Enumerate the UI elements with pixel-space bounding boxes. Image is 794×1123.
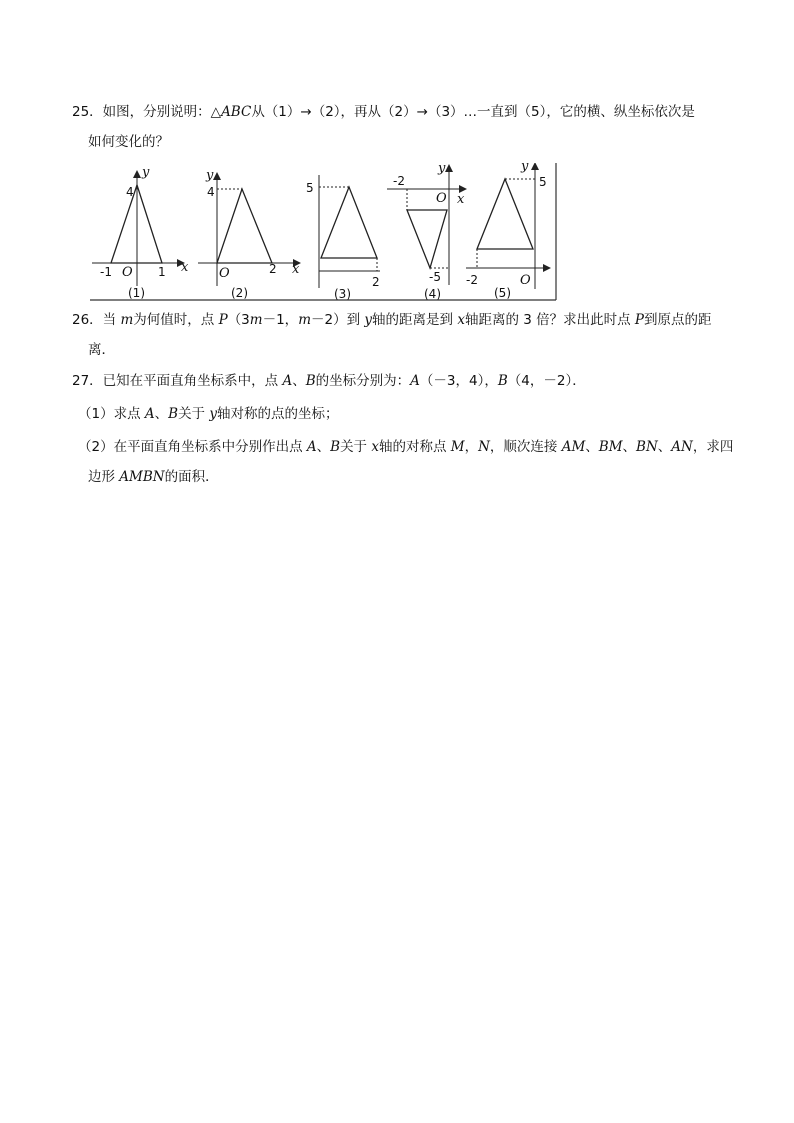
y-axis-label: y bbox=[521, 163, 529, 174]
origin-label: O bbox=[219, 266, 230, 281]
var-p: P bbox=[218, 312, 228, 328]
caption-2: (2) bbox=[231, 286, 248, 300]
var-a: A bbox=[144, 406, 155, 422]
var-x: x bbox=[371, 439, 379, 455]
q27-text: 关于 bbox=[178, 406, 210, 422]
segment-an: AN bbox=[671, 439, 693, 455]
q26-text: 轴距离的 3 倍？求出此时点 bbox=[464, 312, 635, 328]
x-tick: -2 bbox=[393, 174, 405, 188]
q26-text: －2）到 bbox=[311, 312, 365, 328]
origin-label: O bbox=[520, 273, 531, 288]
question-27-part-2 bbox=[78, 436, 733, 458]
var-b: B bbox=[330, 439, 341, 455]
caption-3: (3) bbox=[334, 287, 351, 301]
q27-text: 、 bbox=[585, 439, 599, 455]
question-27-part-2-line-2 bbox=[88, 466, 219, 488]
var-a: A bbox=[306, 439, 317, 455]
q27-text: （2）在平面直角坐标系中分别作出点 bbox=[78, 439, 307, 455]
q26-text: （3 bbox=[227, 312, 250, 328]
x-tick-pos: 1 bbox=[158, 265, 166, 279]
question-25-line-2: 如何变化的？ bbox=[88, 134, 169, 150]
question-26-line-2: 离． bbox=[88, 342, 115, 358]
x-axis-label: x bbox=[292, 262, 300, 277]
coordinate-figures bbox=[90, 163, 560, 303]
panel-3 bbox=[306, 175, 380, 301]
x-tick-neg: -1 bbox=[100, 265, 112, 279]
caption-5: (5) bbox=[494, 286, 511, 300]
triangle-name: ABC bbox=[221, 104, 252, 120]
origin-label: O bbox=[436, 191, 447, 206]
panel-2 bbox=[198, 168, 300, 300]
triangle-5 bbox=[477, 179, 533, 249]
x-axis-label: x bbox=[181, 260, 189, 275]
var-b: B bbox=[168, 406, 179, 422]
q27-text: （1）求点 bbox=[78, 406, 145, 422]
var-m: m bbox=[249, 312, 263, 328]
q27-text: 的面积． bbox=[164, 469, 219, 485]
quadrilateral-name: AMBN bbox=[119, 469, 165, 485]
y-axis-label: y bbox=[438, 163, 446, 176]
panel-1 bbox=[92, 165, 189, 300]
segment-bn: BN bbox=[636, 439, 658, 455]
q27-text: （－3，4）， bbox=[419, 373, 498, 389]
question-25-line-1 bbox=[72, 101, 695, 123]
var-m: m bbox=[120, 312, 134, 328]
x-tick: 2 bbox=[269, 262, 277, 276]
var-a: A bbox=[410, 373, 420, 389]
segment-bm: BM bbox=[598, 439, 623, 455]
triangle-2 bbox=[217, 189, 272, 263]
var-x: x bbox=[457, 312, 465, 328]
q27-text: 轴的对称点 bbox=[378, 439, 451, 455]
y-axis-label: y bbox=[206, 168, 214, 183]
var-b: B bbox=[305, 373, 316, 389]
var-y: y bbox=[209, 406, 217, 422]
q27-text: （4，－2）． bbox=[507, 373, 586, 389]
x-tick: 2 bbox=[372, 275, 380, 289]
q26-text: －1， bbox=[262, 312, 299, 328]
q27-text: ，顺次连接 bbox=[489, 439, 562, 455]
q27-text: 27．已知在平面直角坐标系中，点 bbox=[72, 373, 283, 389]
panel-4 bbox=[387, 163, 466, 301]
question-27-line-1 bbox=[72, 370, 586, 392]
y-tick: 4 bbox=[207, 185, 215, 199]
triangle-3 bbox=[321, 187, 377, 258]
q26-text: 轴的距离是到 bbox=[372, 312, 458, 328]
caption-4: (4) bbox=[424, 287, 441, 301]
q27-text: ，求四 bbox=[692, 439, 734, 455]
q25-text: 25．如图，分别说明：△ bbox=[72, 104, 222, 120]
y-tick: 4 bbox=[126, 185, 134, 199]
var-m-point: M bbox=[450, 439, 465, 455]
var-p: P bbox=[634, 312, 645, 328]
y-tick: -5 bbox=[429, 270, 441, 284]
triangle-4 bbox=[407, 210, 447, 268]
q27-text: 、 bbox=[316, 439, 331, 455]
question-27-part-1 bbox=[78, 403, 339, 425]
q27-text: 、 bbox=[622, 439, 637, 455]
var-n-point: N bbox=[478, 439, 490, 455]
var-b: B bbox=[497, 373, 508, 389]
var-a: A bbox=[282, 373, 293, 389]
var-m: m bbox=[298, 312, 311, 328]
q26-text: 为何值时，点 bbox=[133, 312, 219, 328]
q27-text: 、 bbox=[657, 439, 672, 455]
q26-text: 到原点的距 bbox=[644, 312, 712, 328]
var-y: y bbox=[364, 312, 373, 328]
x-tick: -2 bbox=[466, 273, 478, 287]
caption-1: (1) bbox=[128, 286, 145, 300]
q27-text: 、 bbox=[292, 373, 306, 389]
y-axis-label: y bbox=[142, 165, 150, 180]
y-tick: 5 bbox=[306, 181, 314, 195]
origin-label: O bbox=[122, 265, 133, 280]
q27-text: 、 bbox=[154, 406, 169, 422]
segment-am: AM bbox=[561, 439, 586, 455]
q27-text: 关于 bbox=[340, 439, 372, 455]
q27-text: 边形 bbox=[88, 469, 120, 485]
q26-text: 26．当 bbox=[72, 312, 121, 328]
q27-text: 的坐标分别为： bbox=[315, 373, 411, 389]
q27-text: 轴对称的点的坐标； bbox=[217, 406, 339, 422]
y-tick: 5 bbox=[539, 175, 547, 189]
x-axis-label: x bbox=[457, 192, 465, 207]
q27-text: ， bbox=[464, 439, 479, 455]
q25-text: 从（1）→（2），再从（2）→（3）…一直到（5），它的横、纵坐标依次是 bbox=[251, 104, 695, 120]
panel-5 bbox=[466, 163, 550, 300]
question-26-line-1 bbox=[72, 309, 712, 331]
